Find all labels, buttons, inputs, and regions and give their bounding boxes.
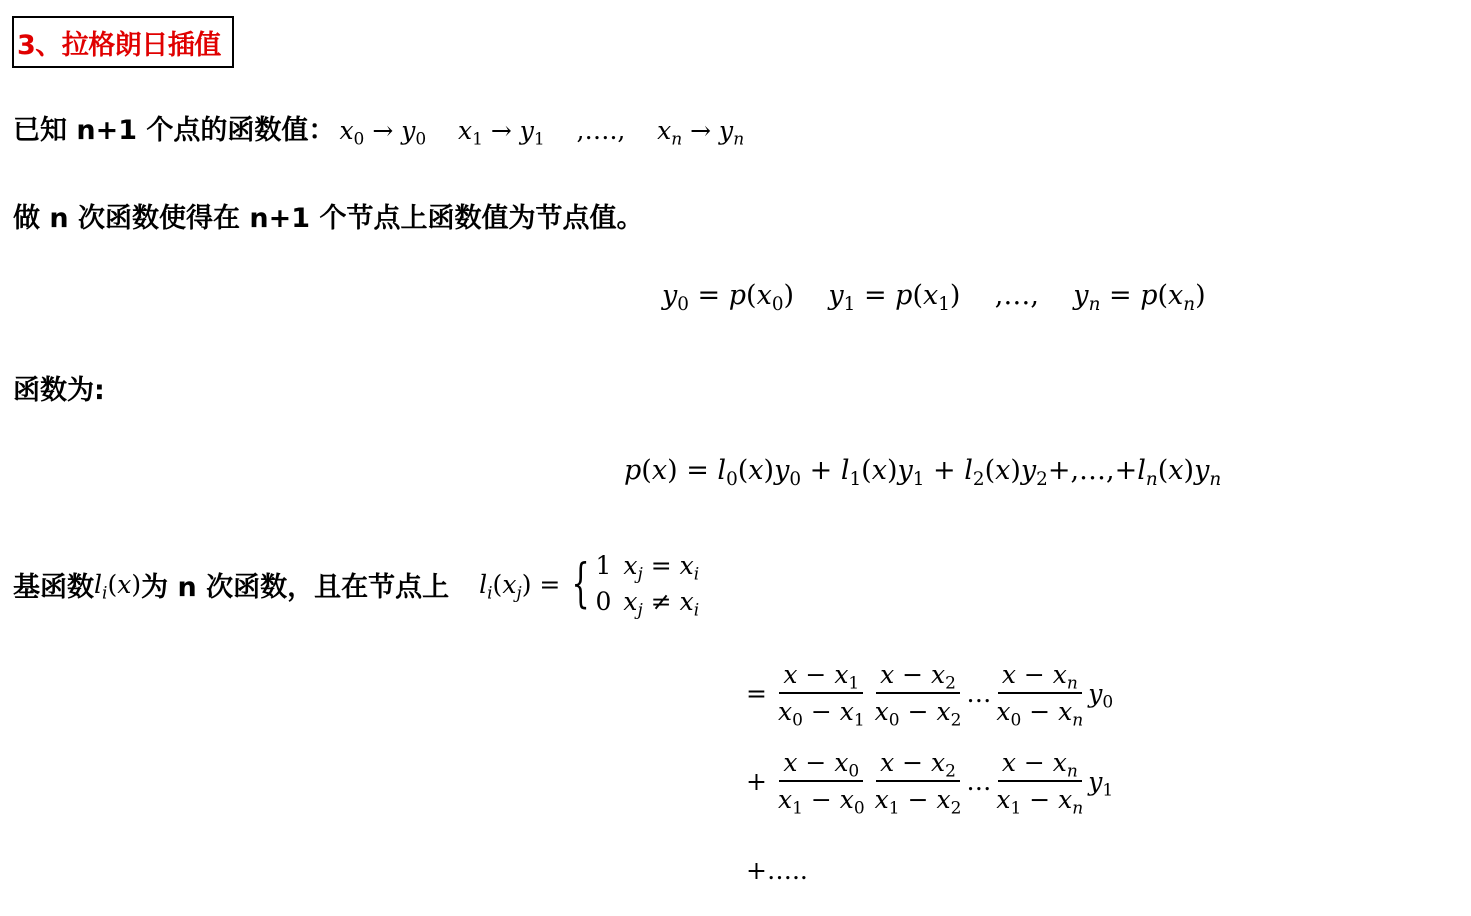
task-statement: 做 n 次函数使得在 n+1 个节点上函数值为节点值。 xyxy=(13,203,644,234)
fraction: $\frac{x - x_2}{x_0 - x_2}$ xyxy=(874,660,962,731)
basis-function-line xyxy=(13,548,711,620)
case-condition: $x_j \ne x_i$ xyxy=(623,587,700,621)
known-points-formula: $x_0 \to y_0$ $x_1 \to y_1$ ,…., $x_n \to y_n$ xyxy=(339,116,745,150)
basis-suffix: 为 n 次函数，且在节点上 xyxy=(141,571,450,603)
function-label: 函数为: xyxy=(13,375,105,406)
case-value: 1 xyxy=(595,551,612,580)
expansion-term-1: + $\frac{x - x_0}{x_1 - x_0}$ $\frac{x - x_2}{x_1 - x_2}$ … $\frac{x - x_n}{x_1 - x_n}$ $y_1$ xyxy=(746,748,1114,819)
piecewise-cases: { 1 $x_j = x_i$ 0 $x_j \ne x_i$ xyxy=(564,548,711,620)
fraction: $\frac{x - x_n}{x_1 - x_n}$ xyxy=(996,748,1084,819)
case-condition: $x_j = x_i$ xyxy=(623,551,700,585)
continuation: +….. xyxy=(746,856,808,885)
basis-symbol: $l_i(x)$ xyxy=(94,569,142,603)
fraction: $\frac{x - x_n}{x_0 - x_n}$ xyxy=(996,660,1084,731)
case-row xyxy=(595,584,711,620)
known-points-line xyxy=(13,108,745,150)
section-title-box xyxy=(12,16,234,68)
interpolation-conditions: $y_0 = p(x_0)$ $y_1 = p(x_1)$ ,…, $y_n = p(x_n)$ xyxy=(662,280,1206,315)
fraction: $\frac{x - x_0}{x_1 - x_0}$ xyxy=(777,748,865,819)
fraction: $\frac{x - x_1}{x_0 - x_1}$ xyxy=(777,660,865,731)
known-label: 已知 n+1 个点的函数值： xyxy=(13,115,336,146)
section-title: 3、拉格朗日插值 xyxy=(17,29,221,61)
basis-definition: $l_i(x_j)$ = xyxy=(479,569,561,603)
basis-prefix: 基函数 xyxy=(13,571,94,603)
case-value: 0 xyxy=(595,587,612,616)
lagrange-polynomial-formula: $p(x) = l_0(x)y_0 + l_1(x)y_1$ + $l_2(x)y_2+,\dots,+l_n(x)y_n$ xyxy=(624,455,1222,490)
case-row xyxy=(595,548,711,584)
fraction: $\frac{x - x_2}{x_1 - x_2}$ xyxy=(874,748,962,819)
expansion-term-0: = $\frac{x - x_1}{x_0 - x_1}$ $\frac{x - x_2}{x_0 - x_2}$ … $\frac{x - x_n}{x_0 - x_n}$ $y_0$ xyxy=(746,660,1114,731)
